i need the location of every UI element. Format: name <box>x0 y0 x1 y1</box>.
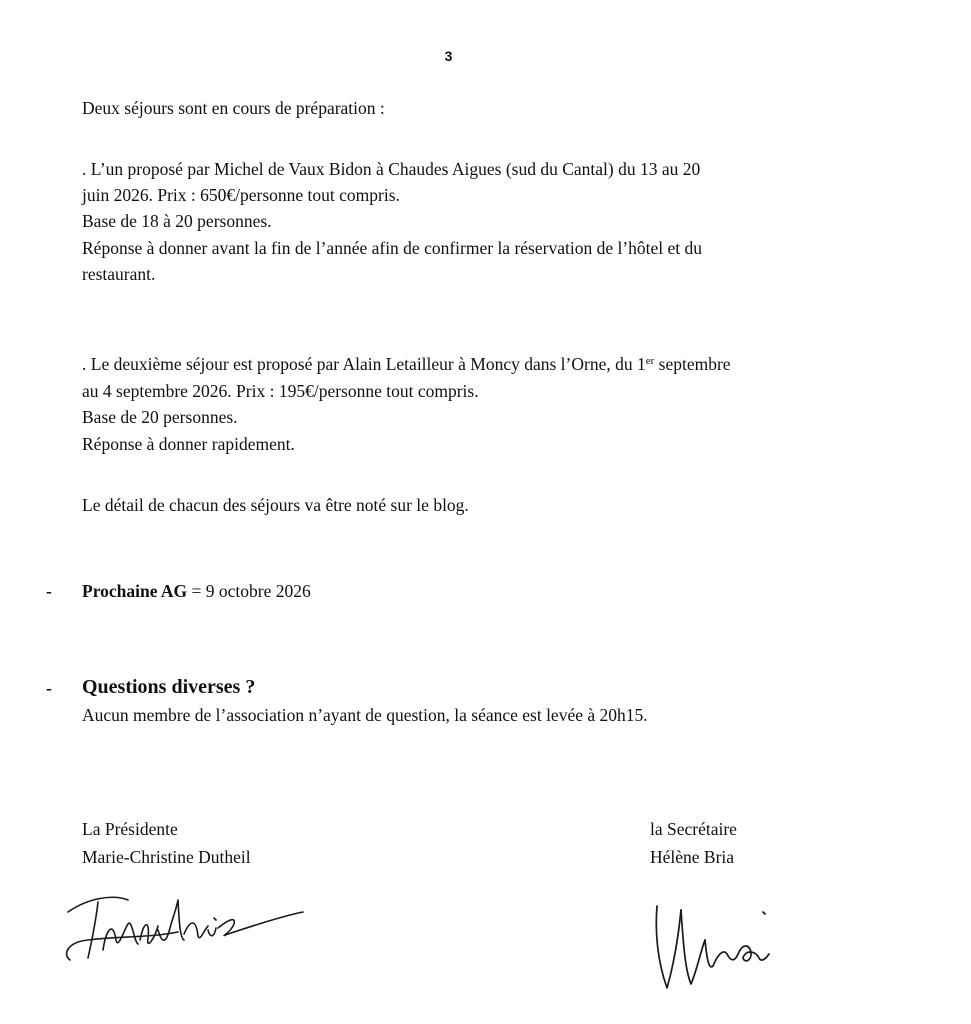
questions-title: Questions diverses ? <box>82 676 256 698</box>
next-ag-label: Prochaine AG <box>82 581 188 601</box>
blog-note: Le détail de chacun des séjours va être noté sur le blog. <box>82 495 469 515</box>
intro-text: Deux séjours sont en cours de préparation : <box>82 98 385 118</box>
trip1-line1: . L’un proposé par Michel de Vaux Bidon à Chaudes Aigues (sud du Cantal) du 13 au 20 <box>82 159 701 179</box>
secretary-name: Hélène Bria <box>650 847 735 867</box>
trip2-line1 <box>82 353 731 375</box>
trip2-line2: au 4 septembre 2026. Prix : 195€/personne tout compris. <box>82 381 479 401</box>
trip1-line2: juin 2026. Prix : 650€/personne tout compris. <box>82 185 400 205</box>
next-ag-value: = 9 octobre 2026 <box>187 581 311 601</box>
trip2-line1-sup: er <box>645 355 655 367</box>
next-ag-line <box>82 580 311 602</box>
president-role: La Présidente <box>82 819 178 839</box>
trip1-line4: Réponse à donner avant la fin de l’année afin de confirmer la réservation de l’hôtel et du <box>82 238 703 258</box>
president-name: Marie-Christine Dutheil <box>82 847 251 867</box>
next-ag-bullet: - <box>46 581 52 601</box>
trip2-line3: Base de 20 personnes. <box>82 407 238 427</box>
questions-bullet: - <box>46 678 52 698</box>
secretary-role: la Secrétaire <box>650 819 737 839</box>
trip2-line4: Réponse à donner rapidement. <box>82 434 295 454</box>
trip2-line1-end: septembre <box>654 354 731 374</box>
trip1-line5: restaurant. <box>82 264 156 284</box>
president-signature <box>58 880 308 970</box>
trip1-line3: Base de 18 à 20 personnes. <box>82 211 272 231</box>
secretary-signature <box>645 900 795 1000</box>
page-number: 3 <box>444 48 453 64</box>
trip2-line1-text: . Le deuxième séjour est proposé par Alain Letailleur à Moncy dans l’Orne, du 1 <box>82 354 646 374</box>
questions-text: Aucun membre de l’association n’ayant de question, la séance est levée à 20h15. <box>82 705 648 725</box>
